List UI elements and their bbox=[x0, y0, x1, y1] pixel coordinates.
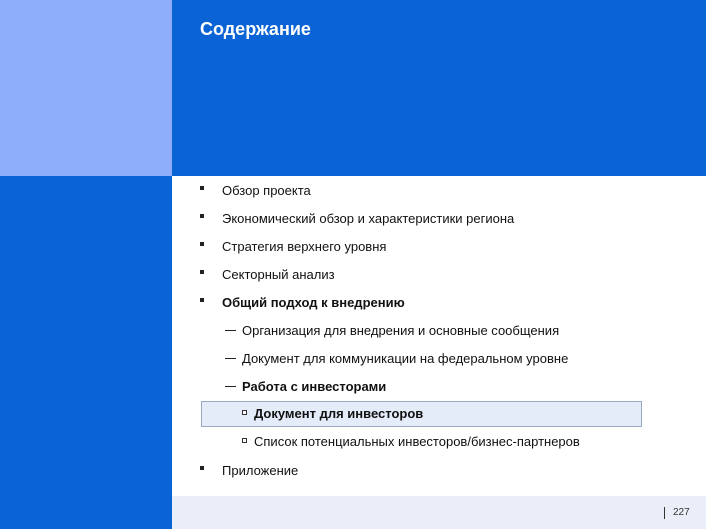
toc-subsubitem-partner-list[interactable]: Список потенциальных инвесторов/бизнес-партнеров bbox=[254, 434, 580, 449]
header-band bbox=[172, 0, 706, 176]
toc-subitem-investors[interactable]: Работа с инвесторами bbox=[242, 379, 387, 394]
table-of-contents bbox=[172, 176, 706, 496]
bullet-icon bbox=[200, 270, 204, 274]
toc-item-sector-analysis[interactable]: Секторный анализ bbox=[222, 267, 335, 282]
bullet-icon bbox=[200, 466, 204, 470]
bullet-icon bbox=[200, 298, 204, 302]
toc-item-strategy[interactable]: Стратегия верхнего уровня bbox=[222, 239, 387, 254]
footer-band bbox=[172, 496, 706, 529]
page-divider bbox=[664, 507, 665, 519]
bullet-icon bbox=[200, 186, 204, 190]
bullet-icon bbox=[200, 242, 204, 246]
sub-bullet-icon bbox=[242, 438, 247, 443]
toc-item-appendix[interactable]: Приложение bbox=[222, 463, 299, 478]
toc-subsubitem-investor-document[interactable]: Документ для инвесторов bbox=[254, 406, 424, 421]
bullet-icon bbox=[200, 214, 204, 218]
page-title: Содержание bbox=[200, 19, 311, 39]
toc-subitem-federal-document[interactable]: Документ для коммуникации на федеральном уровне bbox=[242, 351, 569, 366]
toc-item-project-overview[interactable]: Обзор проекта bbox=[222, 183, 311, 198]
sub-bullet-icon bbox=[242, 410, 247, 415]
dash-icon bbox=[225, 330, 236, 331]
toc-item-economic-overview[interactable]: Экономический обзор и характеристики региона bbox=[222, 211, 515, 226]
toc-item-implementation[interactable]: Общий подход к внедрению bbox=[222, 295, 405, 310]
toc-subitem-organization[interactable]: Организация для внедрения и основные сообщения bbox=[242, 323, 560, 338]
page-number: 227 bbox=[673, 507, 690, 518]
dash-icon bbox=[225, 386, 236, 387]
sidebar-dark-block bbox=[0, 176, 172, 529]
dash-icon bbox=[225, 358, 236, 359]
sidebar-light-block bbox=[0, 0, 172, 176]
